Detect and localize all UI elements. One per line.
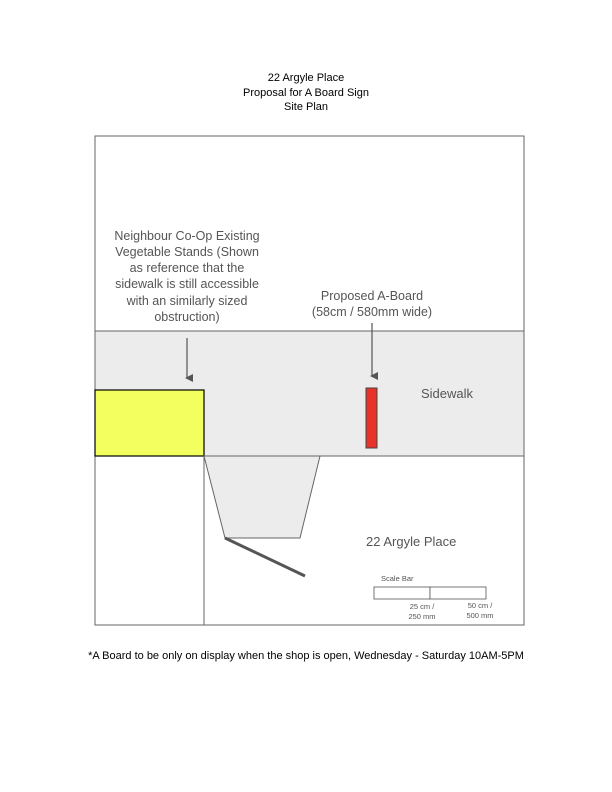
proposal-title: Proposal for A Board Sign [243, 86, 369, 99]
scale-bar-title: Scale Bar [381, 574, 414, 583]
a-board-label-line: (58cm / 580mm wide) [311, 305, 433, 319]
neighbour-label-line: Neighbour Co-Op Existing [114, 229, 260, 243]
plan-type-title: Site Plan [283, 101, 329, 113]
neighbour-label-line: obstruction) [154, 310, 220, 324]
scale-mark-50: 50 cm / [467, 601, 493, 610]
footnote: *A Board to be only on display when the shop is open, Wednesday - Saturday 10AM-5PM [88, 650, 524, 662]
scale-mark-25-mm: 250 mm [408, 612, 436, 621]
scale-mark-25: 25 cm / [409, 602, 435, 611]
entrance-area [204, 456, 320, 538]
neighbour-label-line: with an similarly sized [126, 294, 248, 308]
neighbour-label-line: as reference that the [129, 261, 245, 275]
address-title: 22 Argyle Place [267, 72, 345, 84]
scale-bar-segment [374, 587, 430, 599]
scale-mark-50-mm: 500 mm [466, 611, 494, 620]
neighbour-label-line: sidewalk is still accessible [115, 277, 259, 291]
a-board-sign [366, 388, 377, 448]
a-board-label-line: Proposed A-Board [320, 289, 424, 303]
scale-bar-segment [430, 587, 486, 599]
building-label: 22 Argyle Place [366, 534, 457, 549]
sidewalk-label: Sidewalk [421, 386, 474, 401]
vegetable-stand [95, 390, 204, 456]
neighbour-label-line: Vegetable Stands (Shown [115, 245, 259, 259]
